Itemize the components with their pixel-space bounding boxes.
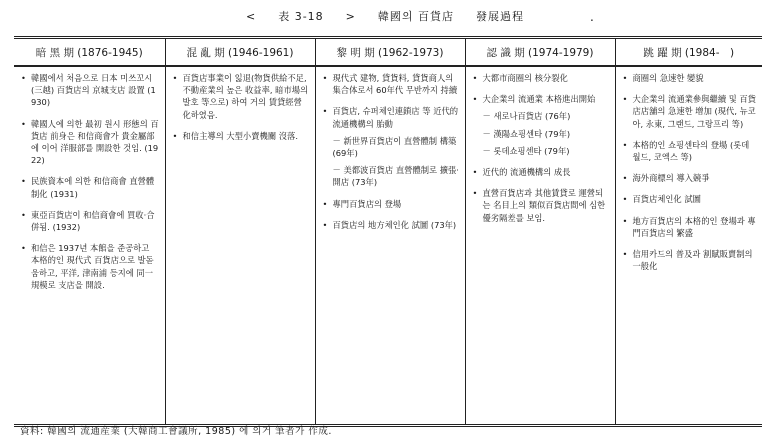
list-item: • 信用카드의 普及과 割賦販賣制의 一般化 [623, 248, 758, 272]
list-item: • 現代式 建物, 貸貨料, 貸貨商人의 集合体로서 60年代 무반까지 持續 [323, 72, 460, 96]
list-item: • 百貨店체인化 試圖 [623, 193, 758, 205]
item-list [473, 72, 610, 224]
sub-list [333, 135, 460, 189]
scan-speck: . [590, 10, 595, 24]
item-list [173, 72, 310, 142]
item-list [21, 72, 160, 291]
list-item: • 韓國人에 의한 最初 원시 形態의 百貨店 前身은 和信商會가 貴金屬部에 이어 洋服部를 開設한 것임. (1922) [21, 118, 160, 167]
list-item: • 百貨店事業이 잃退(物貨供給不足, 不動産業의 높은 收益率, 暗市場의 발호 等으로) 하여 거의 賃貸經營化하였음. [173, 72, 310, 121]
list-item: • 大企業의 流通業參與繼續 및 百貨店店舖의 急速한 增加 (現代, 뉴코아, 永東, 그랜드, 그랑프리 等) [623, 93, 758, 130]
list-item [473, 93, 610, 157]
list-item: • 和信主導의 大型小賣機關 沒落. [173, 130, 310, 142]
sub-item: － 새로나百貨店 (76年) [483, 110, 610, 122]
list-item: • 本格的인 쇼핑센타의 登場 (롯데월드, 코엑스 等) [623, 139, 758, 163]
caption-subtitle: 發展過程 [476, 10, 525, 23]
item-list [623, 72, 758, 272]
column-header: 認 識 期 (1974-1979) [465, 38, 615, 67]
column-header: 暗 黑 期 (1876-1945) [14, 38, 165, 67]
list-item: • 地方百貨店의 本格的인 登場과 專門百貨店의 繁盛 [623, 215, 758, 239]
item-list [323, 72, 460, 231]
body-row [14, 66, 762, 426]
list-item-text: 百貨店, 슈퍼체인連鎖店 等 近代的 流通機構의 胎動 [332, 106, 459, 129]
list-item: • 海外商標의 導入競爭 [623, 172, 758, 184]
column-header: 跳 躍 期 (1984- ) [615, 38, 762, 67]
source-note: 資料: 韓國의 流通産業 (大韓商工會議所, 1985) 에 의거 筆者가 作成. [20, 426, 332, 437]
list-item: • 專門百貨店의 登場 [323, 198, 460, 210]
list-item [323, 105, 460, 188]
period-cell [165, 66, 315, 426]
sub-list [483, 110, 610, 157]
list-item: • 百貨店의 地方체인化 試圖 (73年) [323, 219, 460, 231]
list-item: • 韓國에서 처음으로 日本 미쓰꼬시(三越) 百貨店의 京城支店 設置 (1930) [21, 72, 160, 109]
column-header: 混 亂 期 (1946-1961) [165, 38, 315, 67]
caption-open-bracket: < [245, 10, 257, 23]
development-table [14, 36, 762, 427]
list-item: • 商圈의 急速한 變貌 [623, 72, 758, 84]
list-item: • 東亞百貨店이 和信商會에 買收·合併됨. (1932) [21, 209, 160, 233]
period-cell [465, 66, 615, 426]
period-cell [14, 66, 165, 426]
sub-item: － 新世界百貨店이 直營體制 構築 (69年) [333, 135, 460, 159]
header-row [14, 38, 762, 67]
list-item: • 大都市商圈의 核分裂化 [473, 72, 610, 84]
column-header: 黎 明 期 (1962-1973) [315, 38, 465, 67]
list-item: • 和信은 1937년 本館을 준공하고 本格的인 現代式 百貨店으로 발돋움하고, 平洋, 津南浦 등지에 同一規模로 支店을 開設. [21, 242, 160, 291]
period-cell [315, 66, 465, 426]
sub-item: － 롯데쇼핑센타 (79年) [483, 145, 610, 157]
caption-number: 3-18 [294, 10, 324, 23]
list-item: • 直營百貨店과 其他賃貸로 運營되는 名目上의 類似百貨店間에 심한 優劣隔差를 보임. [473, 187, 610, 224]
caption-title: 韓國의 百貨店 [377, 10, 455, 23]
caption-label: 表 [278, 10, 291, 23]
sub-item: － 漢陽쇼핑센타 (79年) [483, 128, 610, 140]
list-item-text: 大企業의 流通業 本格進出開始 [482, 94, 596, 105]
period-cell [615, 66, 762, 426]
list-item: • 近代的 流通機構의 成長 [473, 166, 610, 178]
list-item: • 民族資本에 의한 和信商會 直營體制化 (1931) [21, 175, 160, 199]
caption-close-bracket: > [345, 10, 356, 23]
table-caption [0, 8, 770, 24]
sub-item: － 美都波百貨店 直營體制로 擴張·開店 (73年) [333, 164, 460, 188]
